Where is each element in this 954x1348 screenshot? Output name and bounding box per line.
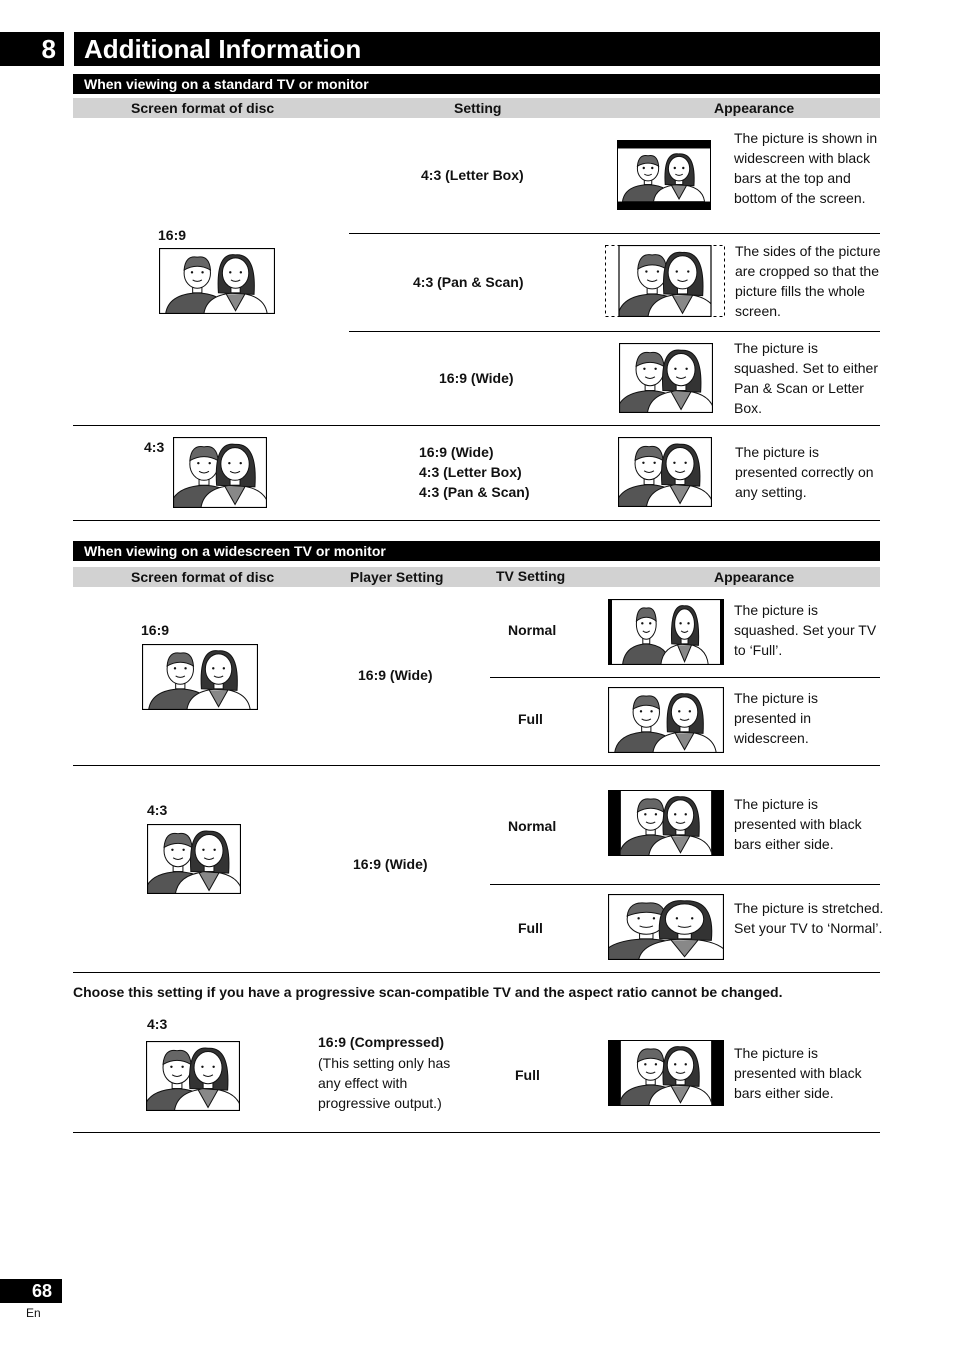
disc-16-9-picture bbox=[142, 644, 258, 710]
widescreen-description: The picture is presented in widescreen. bbox=[734, 690, 819, 746]
tv-setting-normal: Normal bbox=[508, 622, 557, 638]
setting-list-item: 4:3 (Pan & Scan) bbox=[419, 484, 530, 500]
setting-list-item: 16:9 (Wide) bbox=[419, 444, 494, 460]
disc-4-3-picture bbox=[146, 1041, 240, 1111]
setting-letterbox: 4:3 (Letter Box) bbox=[421, 167, 524, 183]
row-divider bbox=[349, 233, 880, 234]
player-setting-wide: 16:9 (Wide) bbox=[358, 667, 433, 683]
disc-format-label: 4:3 bbox=[144, 439, 165, 455]
compressed-note: (This setting only has any effect with progressive output.) bbox=[318, 1055, 451, 1111]
row-divider bbox=[349, 331, 880, 332]
tv-setting-full: Full bbox=[518, 711, 543, 727]
language-code: En bbox=[26, 1306, 41, 1320]
letterbox-description: The picture is shown in widescreen with black bars at the top and bottom of the screen. bbox=[734, 130, 878, 206]
widescreen-picture bbox=[608, 687, 724, 753]
pan-scan-picture bbox=[605, 245, 725, 317]
header-player-setting: Player Setting bbox=[350, 569, 444, 585]
setting-list-item: 4:3 (Letter Box) bbox=[419, 464, 522, 480]
compressed-description: The picture is presented with black bars either side. bbox=[734, 1045, 862, 1101]
table-header-standard bbox=[73, 98, 880, 118]
header-appearance: Appearance bbox=[714, 100, 795, 116]
pan-scan-description: The sides of the picture are cropped so that the picture fills the whole screen. bbox=[735, 243, 881, 319]
header-setting: Setting bbox=[454, 100, 502, 116]
chapter-title: Additional Information bbox=[74, 32, 880, 66]
disc-4-3-picture bbox=[147, 824, 241, 894]
stretched-picture bbox=[608, 894, 724, 960]
disc-format-label: 4:3 bbox=[147, 802, 168, 818]
row-divider bbox=[490, 884, 880, 885]
progressive-note: Choose this setting if you have a progressive scan-compatible TV and the aspect ratio cannot be changed. bbox=[73, 984, 783, 1000]
squashed-picture bbox=[608, 599, 724, 665]
disc-4-3-picture bbox=[173, 437, 267, 508]
stretched-description: The picture is stretched. Set your TV to ‘Normal’. bbox=[734, 900, 884, 936]
player-setting-compressed: 16:9 (Compressed) bbox=[318, 1034, 445, 1050]
squashed-description: The picture is squashed. Set your TV to ‘Full’. bbox=[734, 602, 877, 658]
correct-description: The picture is presented correctly on any setting. bbox=[735, 444, 874, 500]
setting-wide: 16:9 (Wide) bbox=[439, 370, 514, 386]
row-divider bbox=[73, 765, 880, 766]
pillarbox-picture bbox=[608, 790, 724, 856]
section-title-widescreen-tv: When viewing on a widescreen TV or monitor bbox=[73, 541, 880, 561]
disc-format-label: 16:9 bbox=[158, 227, 187, 243]
header-tv-setting: TV Setting bbox=[496, 568, 566, 584]
squashed-picture bbox=[619, 343, 713, 413]
disc-16-9-picture bbox=[159, 248, 275, 314]
tv-setting-full: Full bbox=[518, 920, 543, 936]
header-screen-format: Screen format of disc bbox=[131, 100, 275, 116]
disc-format-label: 4:3 bbox=[147, 1016, 168, 1032]
page-number: 68 bbox=[0, 1279, 62, 1303]
tv-setting-full: Full bbox=[515, 1067, 540, 1083]
wide-description: The picture is squashed. Set to either Pan & Scan or Letter Box. bbox=[734, 340, 878, 416]
correct-picture bbox=[618, 437, 712, 507]
player-setting-wide: 16:9 (Wide) bbox=[353, 856, 428, 872]
row-divider bbox=[73, 972, 880, 973]
section-title-standard-tv: When viewing on a standard TV or monitor bbox=[73, 74, 880, 94]
header-screen-format: Screen format of disc bbox=[131, 569, 275, 585]
table-header-widescreen bbox=[73, 567, 880, 587]
row-divider bbox=[73, 520, 880, 521]
setting-pan-scan: 4:3 (Pan & Scan) bbox=[413, 274, 524, 290]
row-divider bbox=[73, 1132, 880, 1133]
pillarbox-picture bbox=[608, 1040, 724, 1106]
disc-format-label: 16:9 bbox=[141, 622, 170, 638]
row-divider bbox=[73, 425, 880, 426]
header-appearance: Appearance bbox=[714, 569, 795, 585]
letterbox-picture bbox=[617, 140, 711, 210]
pillarbox-description: The picture is presented with black bars either side. bbox=[734, 796, 862, 852]
chapter-number: 8 bbox=[0, 32, 64, 66]
tv-setting-normal: Normal bbox=[508, 818, 557, 834]
row-divider bbox=[490, 677, 880, 678]
